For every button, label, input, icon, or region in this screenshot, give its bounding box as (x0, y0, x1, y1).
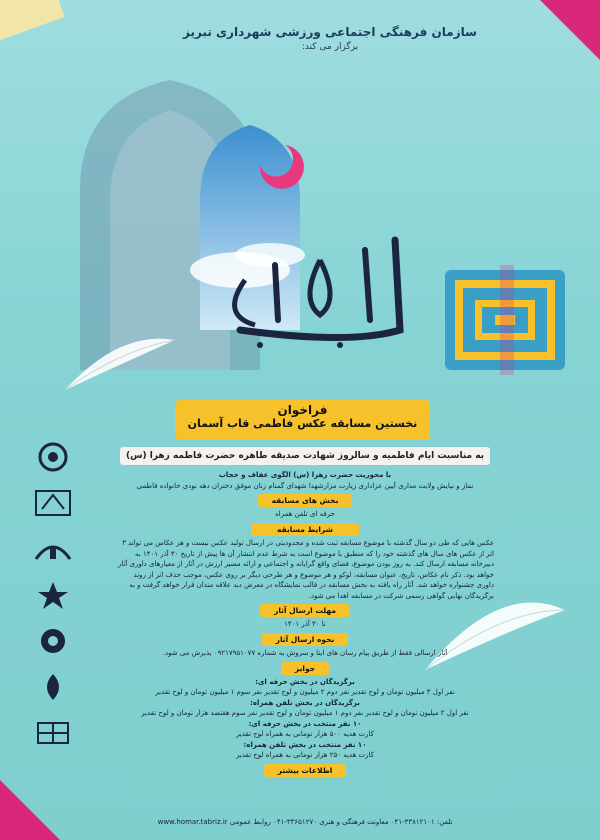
prizes-hm-pro-title: ۱۰ نفر منتخب در بخش حرفه ای: (248, 719, 362, 728)
conditions-text: عکس هایی که طی دو سال گذشته با موضوع مسابقه ثبت شده و محدودیتی در ارسال تولید عکس نیست و هر عکاس می تواند ۳ اثر از عکس های سال های گذشته خود را که منطبق با موضوع است به شرط عدم انتشار آن ها پیش از تاریخ ۳۰ آذر ۱۴۰۱ به دبیرخانه مسابقه ارسال کند. به روز بودن موضوع، فضای واقع گرایانه و اجتماعی و ارائه مسیر ارزش در آثار از معیارهای داوری آثار خواهد بود. ذکر نام عکاس، تاریخ، عنوان مسابقه، لوکو و هر موضوع و هر طرحی دیگر بر روی عکس، موجب حذف اثر از روند داوری جشنواره خواهد شد. آثار راه یافته به بخش مسابقه در قالب نمایشگاه در معرض دید علاقه مندان قرار خواهد گرفت و به برگزیدگان نهایی گواهی رسمی شرکت در مسابقه اهدا می شود. (117, 539, 494, 600)
prizes-label: جوایز (281, 662, 329, 675)
sponsor-logo-6 (24, 670, 82, 704)
theme-items: نماز و نیایش ولایت مداری آیین عزاداری زیارت مزارشهدا شهدای گمنام زنان موفق دختران دهه نودی خانواده فاطمی (136, 481, 474, 490)
sponsor-logo-7 (24, 716, 82, 750)
organizer-name: سازمان فرهنگی اجتماعی ورزشی شهرداری تبریز (183, 25, 477, 39)
theme-title: با محوریت حضرت زهرا (س) الگوی عفاف و حجاب (218, 471, 392, 479)
prizes-pro-title: برگزیدگان در بخش حرفه ای: (255, 677, 355, 686)
sponsor-logo-5 (24, 624, 82, 658)
sections-value: حرفه ای تلفن همراه (275, 510, 335, 519)
contact-footer: تلفن: ۳۳۸۱۲۱۰۱-۰۴۱ معاونت فرهنگی و هنری ۳۳۶۵۱۲۷۰-۰۴۱ روابط عمومی www.homar.tabriz.ir (157, 818, 453, 826)
title-calligraphy-art (200, 220, 420, 360)
sponsor-logo-1 (24, 440, 82, 474)
prizes-mobile-title: برگزیدگان در بخش تلفن همراه: (250, 698, 360, 707)
sponsor-logo-3 (24, 532, 82, 566)
submission-label: نحوه ارسال آثار (262, 633, 349, 646)
call-banner (175, 400, 430, 440)
submission-value: آثار ارسالی فقط از طریق پیام رسان های ایتا و سروش به شماره ۰۹۲۱۷۹۵۱۰۷۷ پذیرش می شود. (162, 649, 448, 657)
corner-accent-top-right (540, 0, 600, 60)
sections-label: بخش های مسابقه (258, 494, 353, 507)
sponsor-logos (18, 440, 88, 762)
corner-accent-top-left (0, 0, 65, 41)
prizes-hm-mobile-title: ۱۰ نفر منتخب در بخش تلفن همراه: (243, 740, 367, 749)
occasion-strip: به مناسبت ایام فاطمیه و سالروز شهادت صدیقه طاهره حضرت فاطمه زهرا (س) (120, 447, 490, 465)
sponsor-logo-4 (24, 578, 82, 612)
header (180, 25, 480, 52)
title-calligraphy (200, 220, 420, 360)
conditions-label: شرایط مسابقه (251, 523, 359, 536)
call-details (110, 470, 500, 779)
deadline-label: مهلت ارسال آثار (260, 604, 350, 617)
kufic-square-logo (440, 265, 570, 375)
presents-label: برگزار می کند: (301, 42, 359, 52)
info-label: اطلاعات بیشتر (264, 764, 347, 777)
call-label: فراخوان (277, 403, 328, 417)
competition-title: نخستین مسابقه عکس فاطمی قاب آسمان (187, 417, 418, 430)
deadline-value: تا ۳۰ آذر ۱۴۰۱ (284, 620, 326, 629)
prizes-mobile: نفر اول ۲ میلیون تومان و لوح تقدیر نفر دوم ۱ میلیون تومان و لوح تقدیر نفر سوم هفتصد هزار تومان و لوح تقدیر (141, 709, 469, 718)
prizes-pro: نفر اول ۳ میلیون تومان و لوح تقدیر نفر دوم ۲ میلیون و لوح تقدیر نفر سوم ۱ میلیون تومان و لوح تقدیر (155, 688, 455, 697)
prizes-hm-mobile: کارت هدیه ۲۵۰ هزار تومانی به همراه لوح تقدیر (236, 751, 374, 760)
prizes-hm-pro: کارت هدیه ۵۰۰ هزار تومانی به همراه لوح تقدیر (236, 730, 374, 739)
corner-accent-bottom-left (0, 780, 60, 840)
sponsor-logo-2 (24, 486, 82, 520)
feather-left-icon (60, 330, 180, 400)
